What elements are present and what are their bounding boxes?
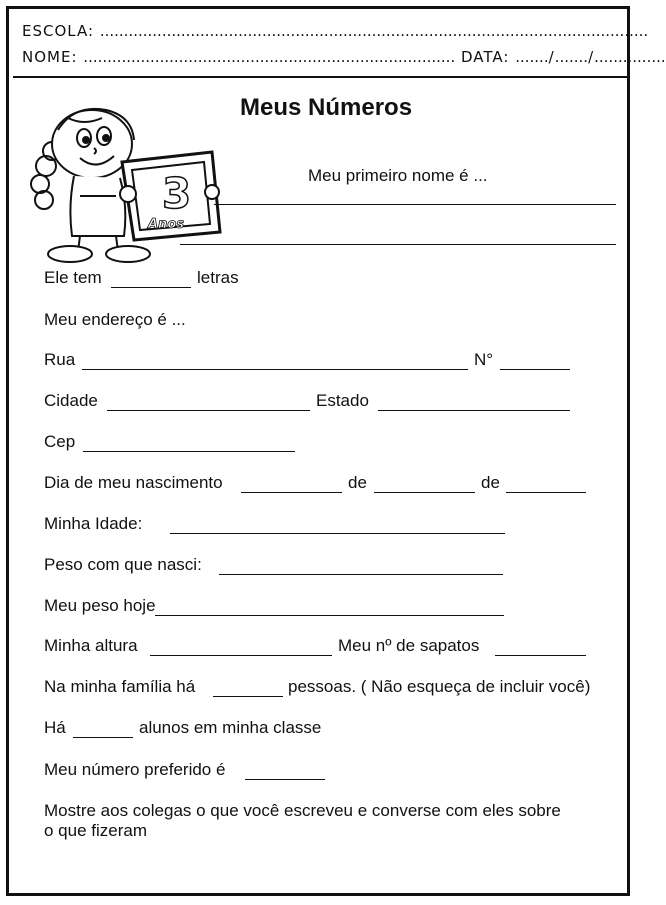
class-label-post: alunos em minha classe bbox=[139, 718, 322, 737]
state-label: Estado bbox=[316, 391, 369, 410]
class-label-pre: Há bbox=[44, 718, 66, 737]
zip-label: Cep bbox=[44, 432, 76, 451]
date-month-field[interactable]: ....... bbox=[554, 48, 589, 66]
family-label-post: pessoas. ( Não esqueça de incluir você) bbox=[288, 677, 591, 696]
birth-de-2: de bbox=[481, 473, 500, 492]
closing-text-line-1: Mostre aos colegas o que você escreveu e converse com eles sobre bbox=[44, 801, 561, 820]
header-divider bbox=[13, 76, 627, 78]
date-separator: / bbox=[548, 48, 555, 66]
name-row bbox=[22, 48, 666, 66]
letters-label-post: letras bbox=[197, 268, 239, 287]
birth-de-1: de bbox=[348, 473, 367, 492]
board-text: Anos bbox=[148, 217, 184, 232]
height-line[interactable] bbox=[150, 655, 332, 656]
date-label: DATA: bbox=[461, 48, 510, 66]
birth-day-line[interactable] bbox=[241, 492, 342, 493]
date-day-field[interactable]: ....... bbox=[515, 48, 549, 66]
number-line[interactable] bbox=[500, 369, 570, 370]
street-label: Rua bbox=[44, 350, 76, 369]
shoe-line[interactable] bbox=[495, 655, 586, 656]
shoe-label: Meu nº de sapatos bbox=[338, 636, 480, 655]
letters-line[interactable] bbox=[111, 287, 191, 288]
city-line[interactable] bbox=[107, 410, 310, 411]
age-line[interactable] bbox=[170, 533, 505, 534]
birth-year-line[interactable] bbox=[506, 492, 586, 493]
birth-weight-label: Peso com que nasci: bbox=[44, 555, 202, 574]
date-year-field[interactable]: ............... bbox=[594, 48, 666, 66]
date-separator: / bbox=[588, 48, 595, 66]
girl-mascot-icon bbox=[24, 96, 224, 266]
height-label: Minha altura bbox=[44, 636, 138, 655]
favorite-number-line[interactable] bbox=[245, 779, 325, 780]
name-label: NOME: bbox=[22, 48, 78, 66]
family-label-pre: Na minha família há bbox=[44, 677, 196, 696]
school-row bbox=[22, 22, 648, 40]
letters-label-pre: Ele tem bbox=[44, 268, 102, 287]
name-field[interactable]: .............................................................................. bbox=[83, 48, 456, 66]
birth-weight-line[interactable] bbox=[219, 574, 503, 575]
weight-today-label: Meu peso hoje bbox=[44, 596, 156, 615]
board-number: 3 bbox=[162, 169, 192, 218]
school-label: ESCOLA: bbox=[22, 22, 95, 40]
favorite-number-label: Meu número preferido é bbox=[44, 760, 226, 779]
number-label: N° bbox=[474, 350, 494, 369]
family-line[interactable] bbox=[213, 696, 283, 697]
page-title: Meus Números bbox=[240, 94, 413, 121]
school-field[interactable]: ................................................................................................................... bbox=[99, 22, 649, 40]
first-name-line-1[interactable] bbox=[214, 204, 616, 205]
first-name-line-2[interactable] bbox=[180, 244, 616, 245]
state-line[interactable] bbox=[378, 410, 570, 411]
address-label: Meu endereço é ... bbox=[44, 310, 186, 329]
city-label: Cidade bbox=[44, 391, 98, 410]
closing-text-line-2: o que fizeram bbox=[44, 821, 147, 840]
age-label: Minha Idade: bbox=[44, 514, 143, 533]
weight-today-line[interactable] bbox=[155, 615, 504, 616]
birth-label: Dia de meu nascimento bbox=[44, 473, 223, 492]
class-line[interactable] bbox=[73, 737, 133, 738]
street-line[interactable] bbox=[82, 369, 468, 370]
zip-line[interactable] bbox=[83, 451, 295, 452]
first-name-label: Meu primeiro nome é ... bbox=[308, 166, 488, 185]
birth-month-line[interactable] bbox=[374, 492, 475, 493]
